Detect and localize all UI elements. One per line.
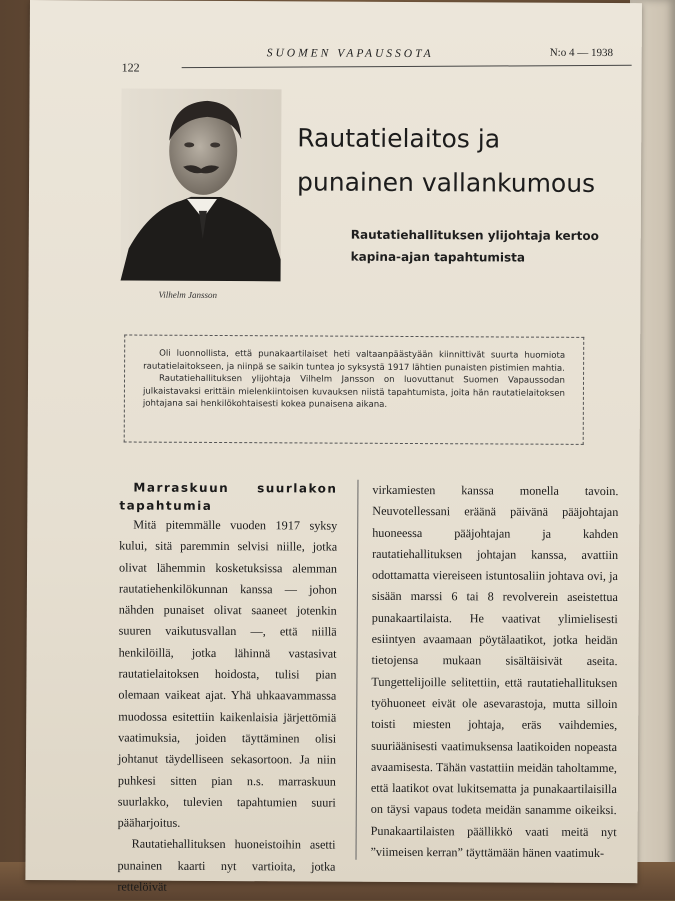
body-paragraph: Mitä pitemmälle vuoden 1917 syksy kului, sitä paremmin selvisi niille, jotka olivat lähemmin kosketuksissa alemman rautatiehenkilökunnan kanssa — johon nähden punaiset olivat saaneet jotenkin suuren vaikutusvallan —, että niillä henkilöillä, jotka lähinnä vastasivat rautatielaitoksen hoidosta, tulisi pian olemaan vaikeat ajat. Yhä uhkaavammassa muodossa esitettiin kaikenlaisia järjettömiä vaatimuksia, joiden täyttäminen olisi johtanut täydelliseen sekasortoon. Ja niin puhkesi sitten pian n.s. marraskuun suurlakko, tulevien tapahtumien suuri pääharjoitus.	[117, 517, 338, 830]
column-divider	[356, 480, 359, 860]
page-number: 122	[121, 60, 140, 75]
body-column-right	[370, 480, 618, 865]
title-line-2: punainen vallankumous	[296, 167, 596, 198]
abstract-box	[124, 334, 585, 444]
body-paragraph: virkamiesten kanssa monella tavoin. Neuvotellessani eräänä päivänä pääjohtajan huoneessa pääjohtajan ja kahden rautatiehallituksen johtajan kanssa, avattiin odottamatta viereiseen istuntosaliin johtava ovi, ja sisään marssi 6 tai 8 revolverein aseistettua punakaartilaista. He vaativat ylimielisesti esiintyen avaamaan pöytälaatikot, jotka heidän tietojensa mukaan sisältäisivät aseita. Tungettelijoille selitettiin, että rautatiehallituksen työhuoneet eivät ole asevarastoja, mutta silloin toisti miesten johtaja, eräs vaihdemies, suuriäänisesti vaatimuksensa laatikoiden nopeasta avaamisesta. Tähän vastattiin meidän taholtamme, että laatikot ovat lukitsematta ja punakaartilaisilla on täysi vapaus todeta meidän sanamme oikeiksi. Punakaartilaisten päällikkö vaati meitä nyt ”viimeisen kerran” täyttämään hänen vaatimuk-	[370, 482, 619, 861]
title-line-1: Rautatielaitos ja	[297, 123, 501, 154]
running-title: SUOMEN VAPAUSSOTA	[266, 47, 434, 61]
article-title	[297, 116, 637, 206]
portrait-photo	[121, 88, 282, 281]
abstract-paragraph-1: Oli luonnollista, että punakaartilaiset heti valtaanpäästyään kiinnittivät suurta huomiota rautatielaitokseen, ja niinpä se saikin tuntea jo syksystä 1917 lähtien punaisten pistimien mahtia.	[143, 348, 566, 374]
article-subtitle	[351, 224, 651, 270]
portrait-caption: Vilhelm Jansson	[158, 289, 218, 300]
magazine-page	[25, 0, 642, 894]
subtitle-line-2: kapina-ajan tapahtumista	[350, 249, 526, 265]
body-column-left	[117, 478, 337, 898]
page-header	[122, 40, 642, 73]
subtitle-line-1: Rautatiehallituksen ylijohtaja kertoo	[350, 227, 599, 243]
abstract-paragraph-2: Rautatiehallituksen ylijohtaja Vilhelm Jansson on luovuttanut Suomen Vapaussodan julkaistavaksi erittäin mielenkiintoisen kuvauksen niistä tapahtumista, joita hän rautatielaitoksen johtajana sai henkilökohtaisesti kokea punaisena aikana.	[142, 373, 566, 411]
header-rule	[182, 65, 632, 68]
body-paragraph: Rautatiehallituksen huoneistoihin asetti punainen kaarti nyt vartioita, jotka rettelöivät	[117, 836, 336, 894]
section-heading: Marraskuun suurlakon tapahtumia	[119, 480, 338, 513]
issue-number: N:o 4 — 1938	[549, 46, 614, 60]
